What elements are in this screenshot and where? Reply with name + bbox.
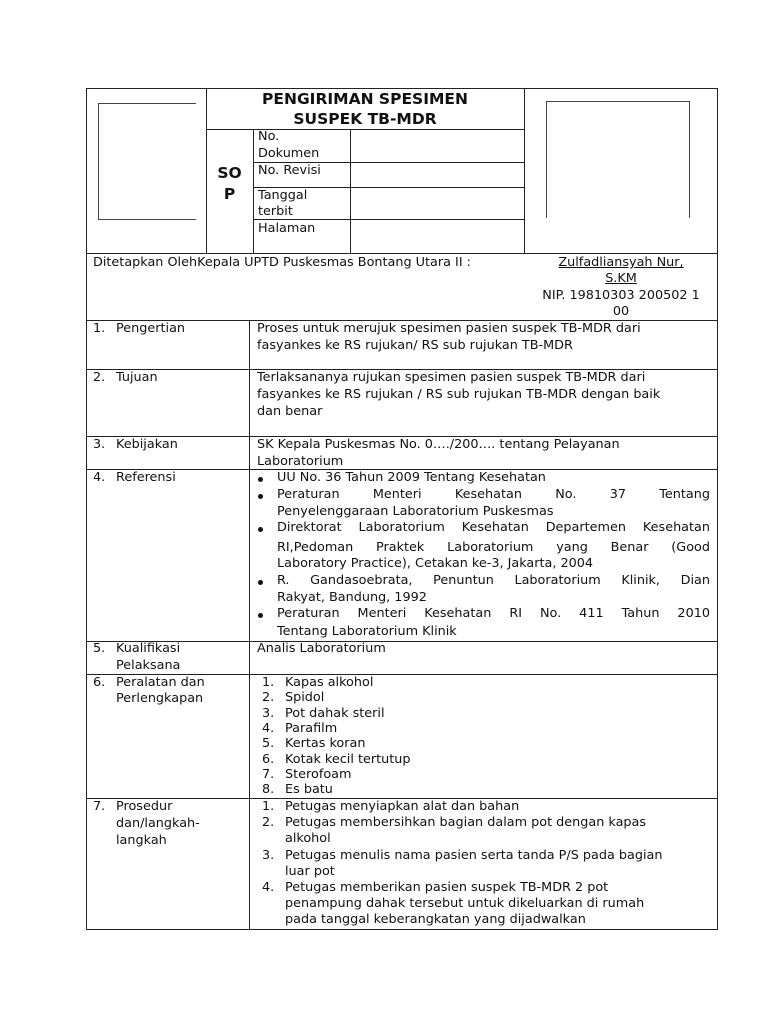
kualifikasi-number: 5.	[93, 641, 106, 656]
peralatan-label-line-2: Perlengkapan	[116, 691, 204, 706]
peralatan-item: Sterofoam	[285, 767, 352, 782]
pengertian-text-line-1: Proses untuk merujuk spesimen pasien suspek TB-MDR dari	[257, 321, 641, 336]
peralatan-item-number: 7.	[262, 767, 275, 782]
bullet-icon	[258, 527, 263, 532]
no-revisi-label: No. Revisi	[258, 163, 321, 178]
peralatan-item-number: 6.	[262, 752, 275, 767]
kebijakan-label: Kebijakan	[116, 437, 178, 452]
tujuan-text-line-1: Terlaksananya rujukan spesimen pasien suspek TB-MDR dari	[257, 370, 646, 385]
referensi-item-2-line-2: Penyelenggaraan Laboratorium Puskesmas	[277, 504, 554, 519]
referensi-item-2-line-1: Peraturan Menteri Kesehatan No. 37 Tentang	[277, 487, 710, 502]
field-row-line-3	[253, 219, 524, 220]
kualifikasi-label-line-1: Kualifikasi	[116, 641, 181, 656]
halaman-label: Halaman	[258, 221, 316, 236]
peralatan-item: Spidol	[285, 690, 325, 705]
tujuan-number: 2.	[93, 370, 106, 385]
kualifikasi-label-line-2: Pelaksana	[116, 658, 181, 673]
referensi-item-4-line-2: Rakyat, Bandung, 1992	[277, 590, 427, 605]
bullet-icon	[258, 494, 263, 499]
prosedur-step-2-line-2: alkohol	[285, 831, 331, 846]
bullet-icon	[258, 477, 263, 482]
peralatan-item: Pot dahak steril	[285, 706, 385, 721]
tanggal-terbit-label-line-2: terbit	[258, 204, 293, 219]
prosedur-step-4-line-3: pada tanggal keberangkatan yang dijadwalkan	[285, 912, 586, 927]
peralatan-item-number: 5.	[262, 736, 275, 751]
bullet-icon	[258, 613, 263, 618]
row-line-4	[86, 641, 718, 642]
prosedur-step-2-line-1: Petugas membersihkan bagian dalam pot dengan kapas	[285, 815, 647, 830]
bullet-icon	[258, 580, 263, 585]
peralatan-label-line-1: Peralatan dan	[116, 675, 205, 690]
prosedur-label-line-1: Prosedur	[116, 799, 173, 814]
sop-label-line-2: P	[223, 185, 236, 203]
peralatan-item: Es batu	[285, 782, 333, 797]
referensi-item-1-line-1: UU No. 36 Tahun 2009 Tentang Kesehatan	[277, 470, 546, 485]
prosedur-step-3-line-2: luar pot	[285, 864, 335, 879]
pengertian-text-line-2: fasyankes ke RS rujukan/ RS sub rujukan TB-MDR	[257, 338, 573, 353]
prosedur-step-4-line-1: Petugas memberikan pasien suspek TB-MDR 2 pot	[285, 880, 609, 895]
tanggal-terbit-label-line-1: Tanggal	[258, 188, 308, 203]
peralatan-item: Kotak kecil tertutup	[285, 752, 411, 767]
approver-nip-line-2: 00	[612, 304, 630, 319]
referensi-item-3-line-1: Direktorat Laboratorium Kesehatan Departemen Kesehatan	[277, 520, 710, 535]
tujuan-text-line-3: dan benar	[257, 404, 323, 419]
prosedur-step-1-line-1: Petugas menyiapkan alat dan bahan	[285, 799, 520, 814]
peralatan-number: 6.	[93, 675, 106, 690]
prosedur-label-line-3: langkah	[116, 833, 167, 848]
prosedur-number: 7.	[93, 799, 106, 814]
prosedur-step-number: 1.	[262, 799, 275, 814]
approver-name-line-2: S.KM	[605, 271, 637, 286]
referensi-number: 4.	[93, 470, 106, 485]
pengertian-label: Pengertian	[116, 321, 186, 336]
referensi-item-3-line-2: RI,Pedoman Praktek Laboratorium yang Benar (Good	[277, 540, 710, 555]
peralatan-item-number: 4.	[262, 721, 275, 736]
sop-label-line-1: SO	[217, 164, 242, 182]
prosedur-label-line-2: dan/langkah-	[116, 816, 200, 831]
tujuan-label: Tujuan	[116, 370, 158, 385]
pengertian-number: 1.	[93, 321, 106, 336]
field-divider	[350, 129, 351, 254]
no-dokumen-label-line-2: Dokumen	[258, 146, 320, 161]
referensi-label: Referensi	[116, 470, 176, 485]
peralatan-item: Parafilm	[285, 721, 338, 736]
prosedur-step-number: 3.	[262, 848, 275, 863]
right-logo-placeholder	[546, 101, 690, 218]
peralatan-item-number: 1.	[262, 675, 275, 690]
peralatan-item: Kertas koran	[285, 736, 366, 751]
peralatan-item-number: 8.	[262, 782, 275, 797]
document-title-line-2: SUSPEK TB-MDR	[293, 110, 437, 128]
prosedur-step-number: 2.	[262, 815, 275, 830]
kebijakan-text-line-1: SK Kepala Puskesmas No. 0…./200…. tentang Pelayanan	[257, 437, 620, 452]
prosedur-step-number: 4.	[262, 880, 275, 895]
peralatan-item-number: 3.	[262, 706, 275, 721]
approver-name-line-1: Zulfadliansyah Nur,	[558, 255, 684, 270]
kualifikasi-value: Analis Laboratorium	[257, 641, 386, 656]
approval-text: Ditetapkan OlehKepala UPTD Puskesmas Bontang Utara II :	[93, 255, 471, 270]
tujuan-text-line-2: fasyankes ke RS rujukan / RS sub rujukan TB-MDR dengan baik	[257, 387, 661, 402]
prosedur-step-4-line-2: penampung dahak tersebut untuk dikeluarkan di rumah	[285, 896, 645, 911]
document-title-line-1: PENGIRIMAN SPESIMEN	[262, 90, 468, 108]
content-column-divider	[249, 320, 250, 930]
referensi-item-3-line-3: Laboratory Practice), Cetakan ke-3, Jakarta, 2004	[277, 556, 594, 571]
referensi-item-5-line-1: Peraturan Menteri Kesehatan RI No. 411 Tahun 2010	[277, 606, 710, 621]
left-logo-placeholder	[98, 103, 196, 220]
peralatan-item: Kapas alkohol	[285, 675, 374, 690]
no-dokumen-label-line-1: No.	[258, 129, 280, 144]
approver-nip-line-1: NIP. 19810303 200502 1	[542, 288, 700, 303]
kebijakan-number: 3.	[93, 437, 106, 452]
referensi-item-4-line-1: R. Gandasoebrata, Penuntun Laboratorium Klinik, Dian	[277, 573, 710, 588]
header-divider-right	[524, 88, 525, 254]
sop-divider	[253, 129, 254, 254]
peralatan-item-number: 2.	[262, 690, 275, 705]
prosedur-step-3-line-1: Petugas menulis nama pasien serta tanda P/S pada bagian	[285, 848, 663, 863]
kebijakan-text-line-2: Laboratorium	[257, 454, 344, 469]
referensi-item-5-line-2: Tentang Laboratorium Klinik	[277, 624, 457, 639]
